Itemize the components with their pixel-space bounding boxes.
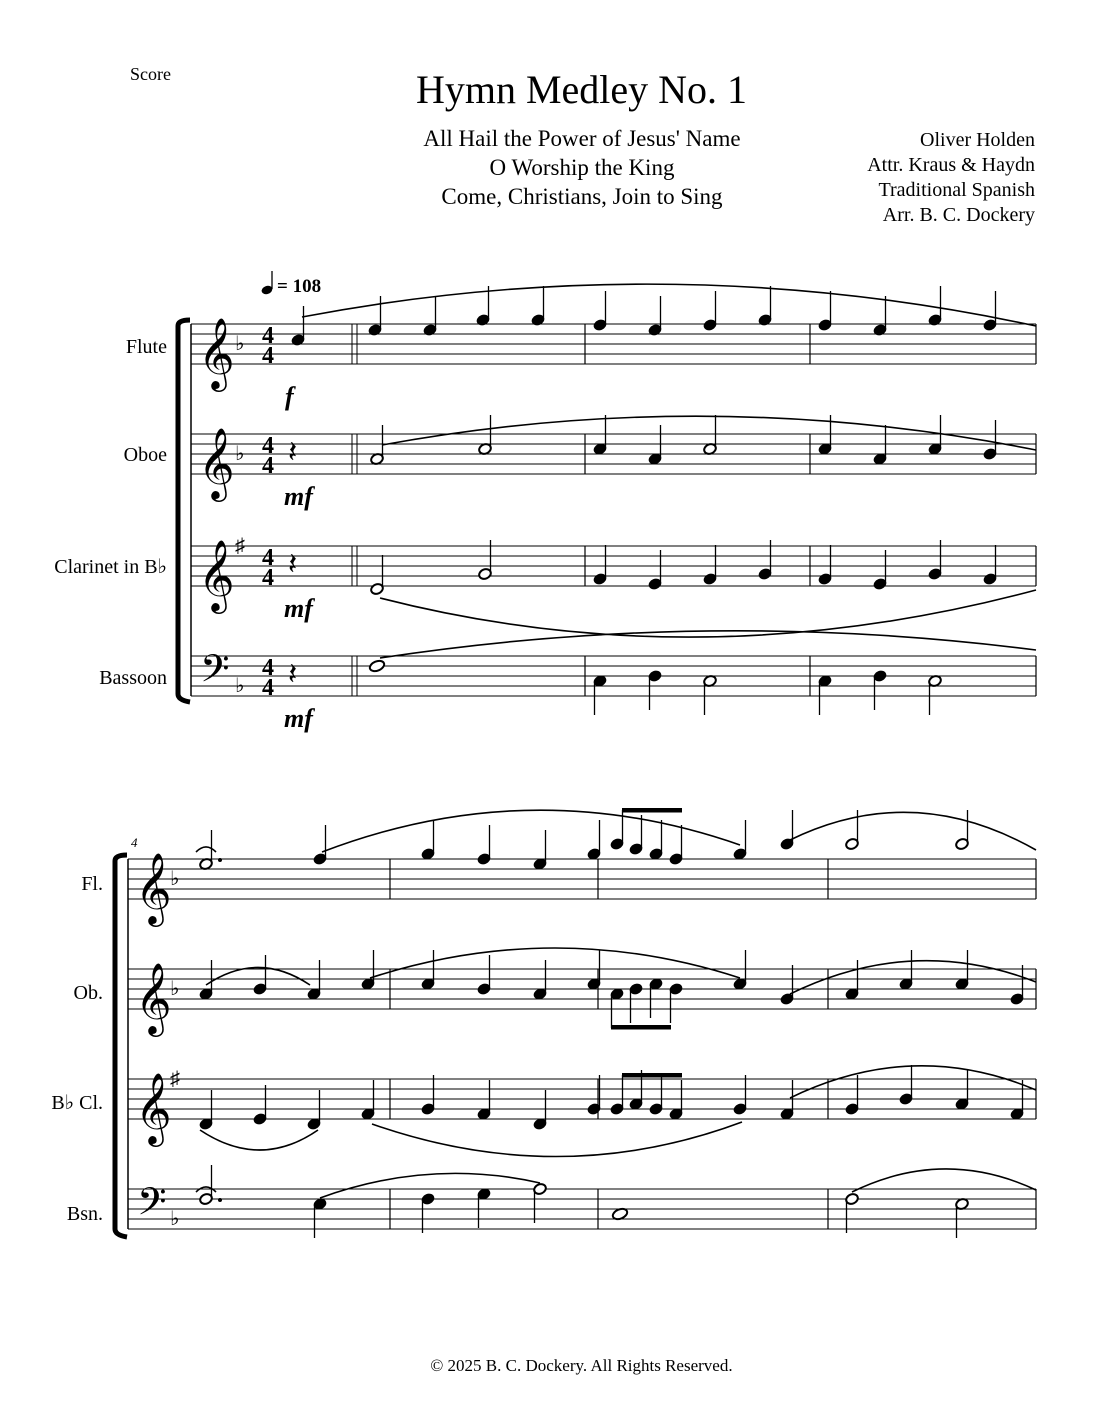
instrument-label-oboe: Oboe [123, 444, 167, 466]
flat-icon: ♭ [235, 675, 245, 697]
phrase-slur [370, 948, 740, 978]
subtitle-2: O Worship the King [489, 155, 675, 180]
flat-icon: ♭ [170, 1208, 180, 1230]
system-bracket [178, 320, 190, 702]
score-label: Score [130, 64, 171, 84]
sharp-icon: ♯ [235, 535, 245, 557]
treble-clef-icon: 𝄞 [135, 965, 172, 1033]
note-head [368, 659, 385, 673]
treble-clef-icon: 𝄞 [135, 855, 172, 923]
slur [206, 968, 310, 986]
piece-title: Hymn Medley No. 1 [415, 67, 748, 112]
time-signature-top: 4 [262, 655, 274, 681]
treble-clef-icon: 𝄞 [198, 430, 235, 498]
dynamic-bassoon: mf [284, 704, 313, 733]
treble-clef-icon: 𝄞 [198, 542, 235, 610]
beam [622, 808, 682, 813]
time-signature-top: 4 [262, 545, 274, 571]
dynamic-clarinet: mf [284, 594, 313, 623]
measure-number: 4 [131, 835, 138, 850]
dot [218, 858, 222, 862]
quarter-rest-icon: 𝄽 [288, 436, 298, 469]
tempo-marking [260, 271, 321, 297]
instrument-label-ob: Ob. [73, 982, 103, 1004]
copyright-notice: © 2025 B. C. Dockery. All Rights Reserved. [430, 1356, 733, 1375]
instrument-label-flute: Flute [125, 336, 167, 358]
instrument-label-bsn: Bsn. [66, 1203, 103, 1225]
time-signature-bottom: 4 [262, 343, 274, 369]
quarter-rest-icon: 𝄽 [288, 658, 298, 691]
instrument-label-bcl: B♭ Cl. [51, 1092, 103, 1114]
beam [611, 1025, 671, 1030]
tempo-value: = 108 [277, 276, 322, 297]
bass-clef-icon: 𝄢 [137, 1181, 167, 1232]
dynamic-flute: f [285, 382, 294, 411]
tie [196, 847, 216, 852]
bass-clef-icon: 𝄢 [200, 648, 230, 699]
time-signature-top: 4 [262, 323, 274, 349]
quarter-rest-icon: 𝄽 [288, 548, 298, 581]
phrase-slur [790, 1066, 1036, 1098]
flat-icon: ♭ [235, 333, 245, 355]
slur [200, 1130, 318, 1150]
flat-icon: ♭ [170, 978, 180, 1000]
flat-icon: ♭ [235, 443, 245, 465]
time-signature-bottom: 4 [262, 565, 274, 591]
subtitle-1: All Hail the Power of Jesus' Name [423, 126, 741, 151]
flat-icon: ♭ [170, 868, 180, 890]
time-signature-bottom: 4 [262, 675, 274, 701]
sharp-icon: ♯ [170, 1068, 180, 1090]
treble-clef-icon: 𝄞 [198, 320, 235, 388]
phrase-slur [302, 284, 1036, 326]
credit-2: Attr. Kraus & Haydn [867, 154, 1035, 176]
phrase-slur [380, 631, 1036, 658]
instrument-label-fl: Fl. [81, 873, 103, 895]
time-signature-bottom: 4 [262, 453, 274, 479]
phrase-slur [322, 810, 740, 852]
instrument-label-clarinet: Clarinet in B♭ [54, 556, 167, 578]
credit-1: Oliver Holden [920, 129, 1035, 151]
system-2 [115, 808, 1036, 1238]
phrase-slur [380, 590, 1036, 637]
phrase-slur [790, 812, 1036, 850]
treble-clef-icon: 𝄞 [135, 1075, 172, 1143]
time-signature-top: 4 [262, 433, 274, 459]
instrument-label-bassoon: Bassoon [99, 667, 167, 689]
credit-4: Arr. B. C. Dockery [882, 204, 1035, 226]
credit-3: Traditional Spanish [878, 179, 1035, 201]
subtitle-3: Come, Christians, Join to Sing [441, 184, 723, 209]
phrase-slur [372, 1122, 742, 1157]
system-bracket [115, 855, 127, 1237]
beam [622, 1073, 682, 1078]
dot [218, 1198, 222, 1202]
dynamic-oboe: mf [284, 482, 313, 511]
